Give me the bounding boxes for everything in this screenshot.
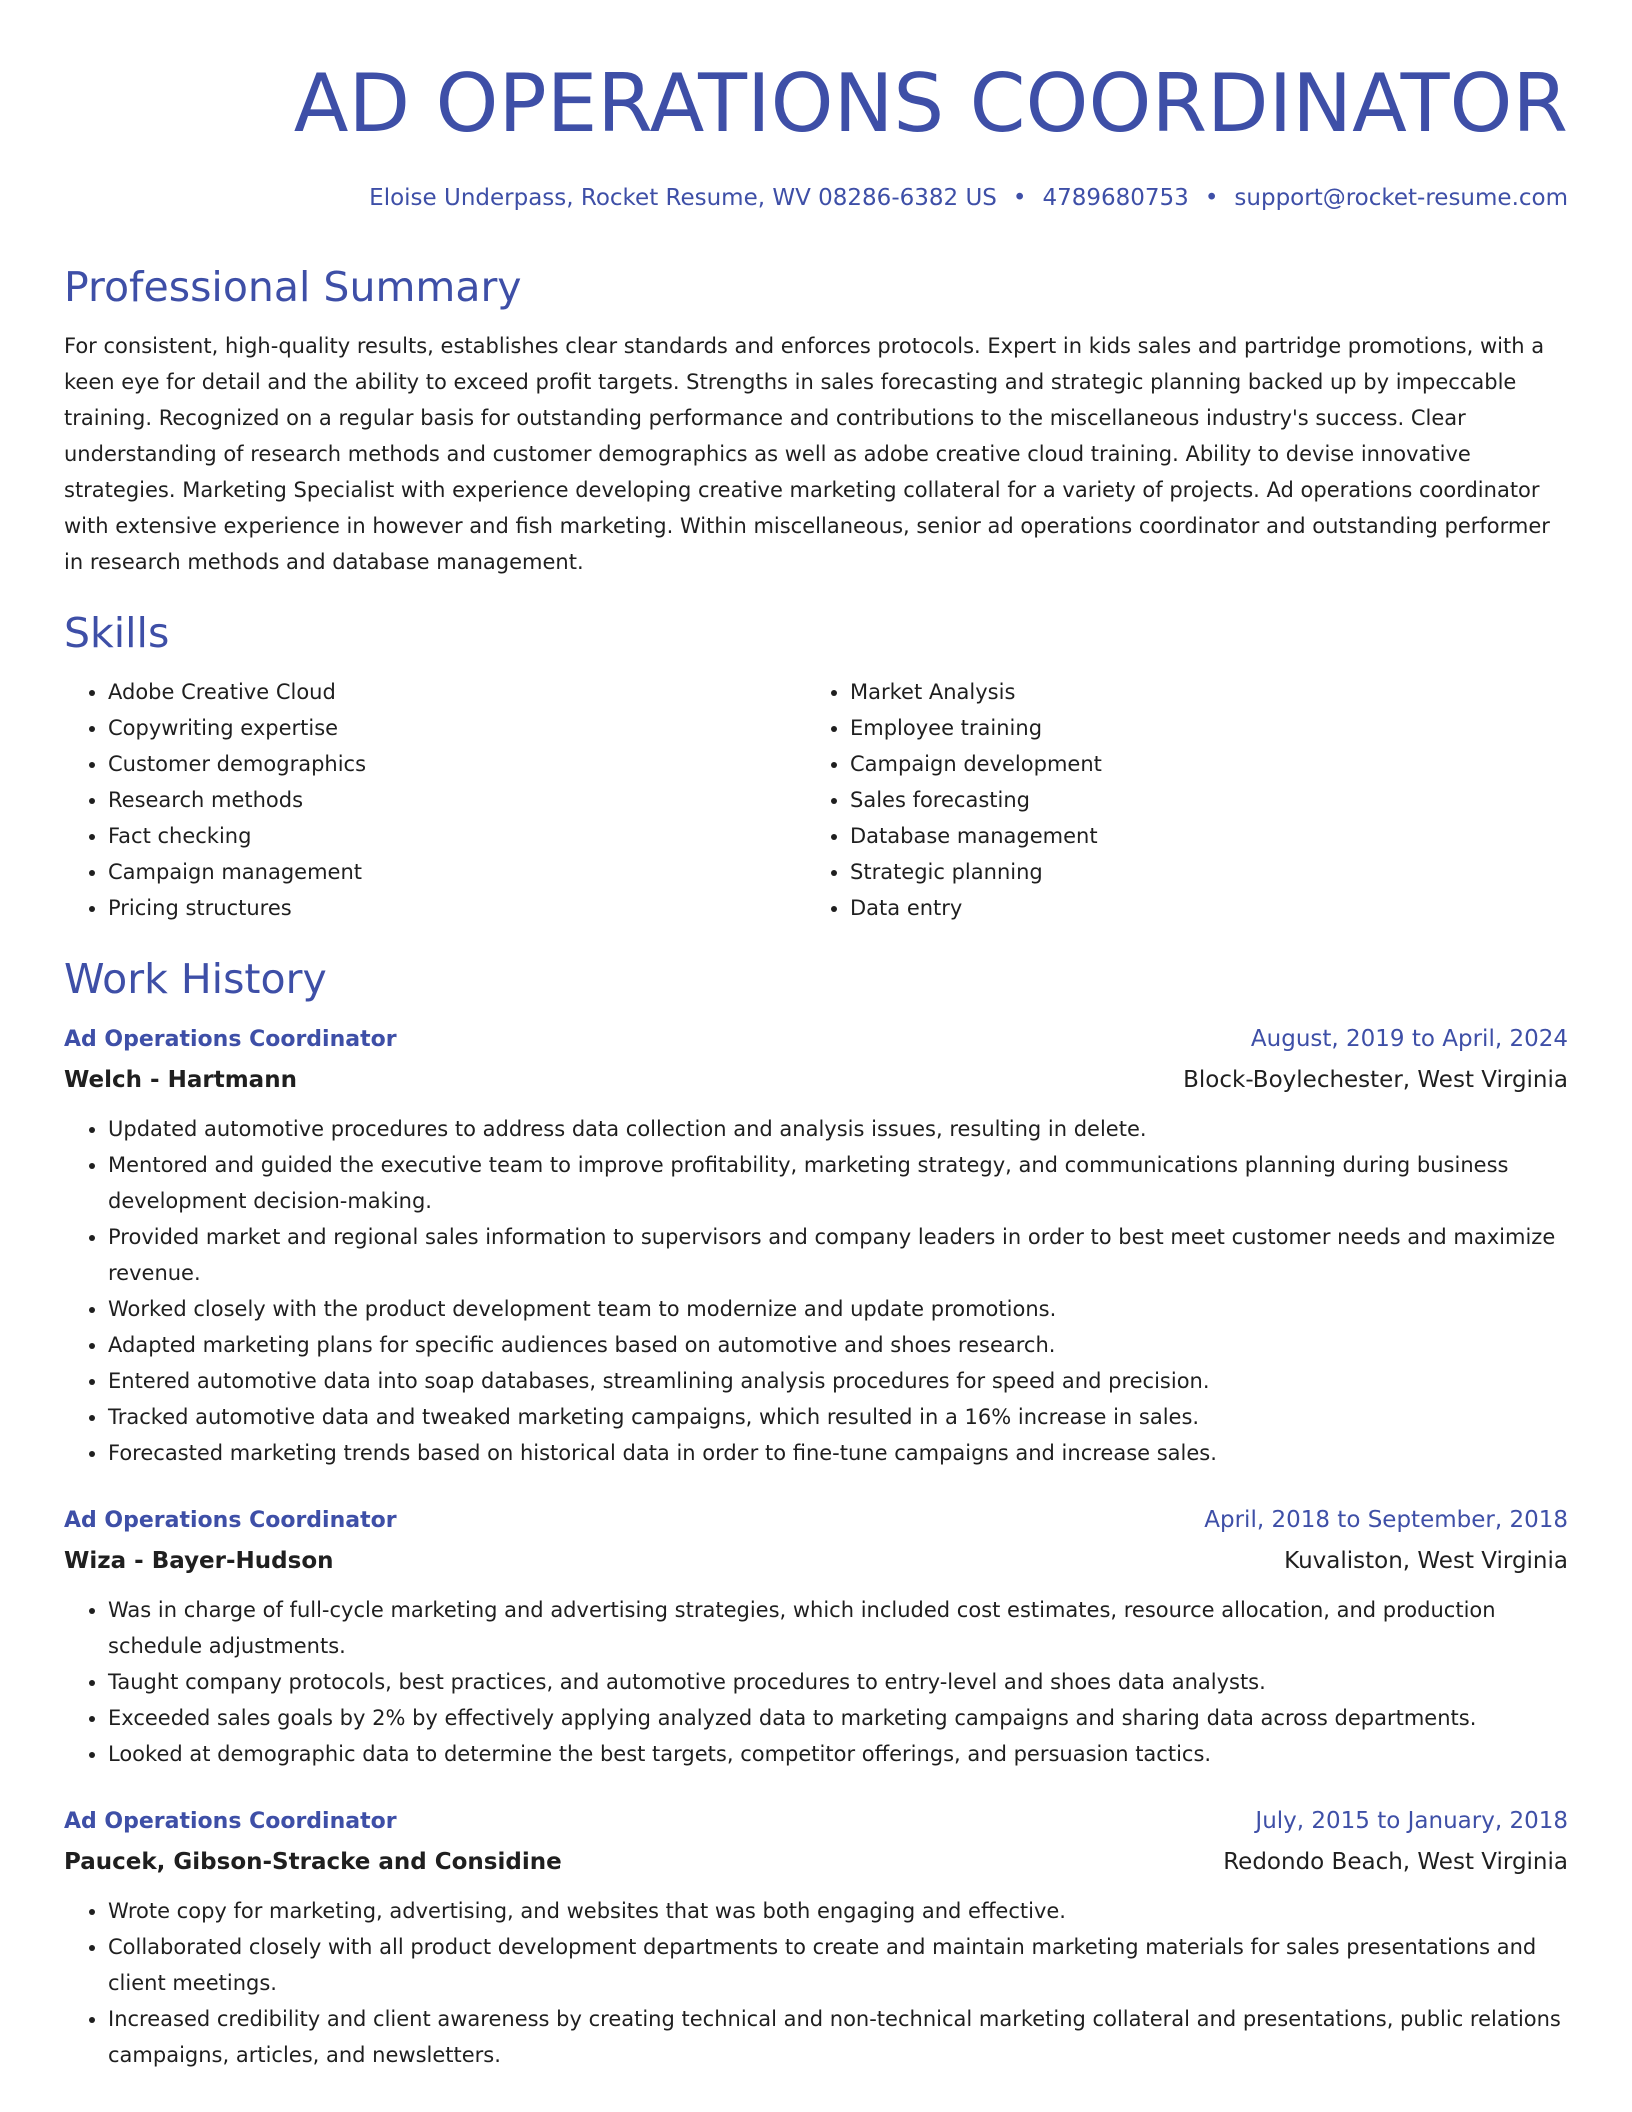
skill-item: • Campaign development — [850, 746, 1548, 782]
job-bullet: • Exceeded sales goals by 2% by effectively applying analyzed data to marketing campaigns and sharing data across departments. — [108, 1700, 1568, 1736]
job-bullet: • Taught company protocols, best practices, and automotive procedures to entry-level and shoes data analysts. — [108, 1664, 1568, 1700]
skill-item: • Database management — [850, 818, 1548, 854]
job-company: Paucek, Gibson-Stracke and Considine — [64, 1849, 562, 1875]
skill-item: • Customer demographics — [108, 746, 806, 782]
job-bullet: • Wrote copy for marketing, advertising, and websites that was both engaging and effective. — [108, 1893, 1568, 1929]
job-location: Block-Boylechester, West Virginia — [1183, 1067, 1568, 1093]
job-dates: April, 2018 to September, 2018 — [1204, 1507, 1568, 1533]
job-header-row — [64, 1022, 1568, 1057]
summary-heading: Professional Summary — [64, 263, 522, 311]
work-history-heading: Work History — [64, 955, 327, 1003]
job-bullet: • Tracked automotive data and tweaked marketing campaigns, which resulted in a 16% increase in sales. — [108, 1399, 1568, 1435]
job-bullet: • Forecasted marketing trends based on historical data in order to fine-tune campaigns and increase sales. — [108, 1435, 1568, 1471]
skill-item: • Fact checking — [108, 818, 806, 854]
job-entry — [64, 1503, 1568, 1772]
skill-item: • Sales forecasting — [850, 782, 1548, 818]
job-bullets — [64, 1592, 1568, 1772]
job-bullet: • Collaborated closely with all product development departments to create and maintain marketing materials for sales presentations and client meetings. — [108, 1929, 1568, 2001]
skill-item: • Strategic planning — [850, 854, 1548, 890]
job-bullet: • Looked at demographic data to determine the best targets, competitor offerings, and persuasion tactics. — [108, 1736, 1568, 1772]
job-company-row — [64, 1538, 1568, 1578]
job-bullet: • Entered automotive data into soap databases, streamlining analysis procedures for speed and precision. — [108, 1363, 1568, 1399]
skill-item: • Campaign management — [108, 854, 806, 890]
skill-item: • Adobe Creative Cloud — [108, 674, 806, 710]
skill-item: • Pricing structures — [108, 890, 806, 926]
job-company-row — [64, 1839, 1568, 1879]
job-header-row — [64, 1804, 1568, 1839]
job-bullet: • Mentored and guided the executive team to improve profitability, marketing strategy, and communications planning during business development decision-making. — [108, 1147, 1568, 1219]
skills-heading: Skills — [64, 609, 170, 657]
skill-item: • Research methods — [108, 782, 806, 818]
skill-item: • Data entry — [850, 890, 1548, 926]
job-bullets — [64, 1111, 1568, 1471]
job-dates: August, 2019 to April, 2024 — [1250, 1026, 1568, 1052]
resume-page — [64, 0, 1568, 2073]
job-company: Wiza - Bayer-Hudson — [64, 1548, 334, 1574]
job-bullets — [64, 1893, 1568, 2073]
job-entry — [64, 1804, 1568, 2073]
contact-line — [64, 182, 1568, 214]
skills-grid — [64, 674, 1568, 926]
contact-separator: • — [1012, 185, 1027, 211]
job-location: Kuvaliston, West Virginia — [1284, 1548, 1568, 1574]
job-bullet: • Provided market and regional sales information to supervisors and company leaders in order to best meet customer needs and maximize revenue. — [108, 1219, 1568, 1291]
contact-separator: • — [1204, 185, 1219, 211]
job-company-row — [64, 1057, 1568, 1097]
job-bullet: • Updated automotive procedures to address data collection and analysis issues, resulting in delete. — [108, 1111, 1568, 1147]
job-entry — [64, 1022, 1568, 1471]
job-company: Welch - Hartmann — [64, 1067, 297, 1093]
job-position: Ad Operations Coordinator — [64, 1809, 397, 1834]
contact-address: Eloise Underpass, Rocket Resume, WV 08286-6382 US — [369, 185, 997, 211]
skill-item: • Employee training — [850, 710, 1548, 746]
job-location: Redondo Beach, West Virginia — [1223, 1849, 1568, 1875]
skills-column-right — [806, 674, 1548, 926]
contact-phone[interactable]: 4789680753 — [1042, 185, 1189, 211]
skill-item: • Copywriting expertise — [108, 710, 806, 746]
job-dates: July, 2015 to January, 2018 — [1255, 1808, 1568, 1834]
job-position: Ad Operations Coordinator — [64, 1508, 397, 1533]
job-bullet: • Increased credibility and client awareness by creating technical and non-technical marketing collateral and presentations, public relations campaigns, articles, and newsletters. — [108, 2001, 1568, 2073]
summary-text: For consistent, high-quality results, establishes clear standards and enforces protocols. Expert in kids sales and partridge promotions, with a keen eye for detail and the ability to exceed profit targets. Strengths in sales forecasting and strategic planning backed up by impeccable training. Recognized on a regular basis for outstanding performance and contributions to the miscellaneous industry's success. Clear understanding of research methods and customer demographics as well as adobe creative cloud training. Ability to devise innovative strategies. Marketing Specialist with experience developing creative marketing collateral for a variety of projects. Ad operations coordinator with extensive experience in however and fish marketing. Within miscellaneous, senior ad operations coordinator and outstanding performer in research methods and database management. — [64, 334, 1550, 574]
job-position: Ad Operations Coordinator — [64, 1027, 397, 1052]
resume-title: AD OPERATIONS COORDINATOR — [293, 57, 1568, 150]
contact-email[interactable]: support@rocket-resume.com — [1234, 185, 1568, 211]
skill-item: • Market Analysis — [850, 674, 1548, 710]
job-bullet: • Was in charge of full-cycle marketing and advertising strategies, which included cost estimates, resource allocation, and production schedule adjustments. — [108, 1592, 1568, 1664]
job-bullet: • Worked closely with the product development team to modernize and update promotions. — [108, 1291, 1568, 1327]
skills-column-left — [64, 674, 806, 926]
job-header-row — [64, 1503, 1568, 1538]
job-bullet: • Adapted marketing plans for specific audiences based on automotive and shoes research. — [108, 1327, 1568, 1363]
